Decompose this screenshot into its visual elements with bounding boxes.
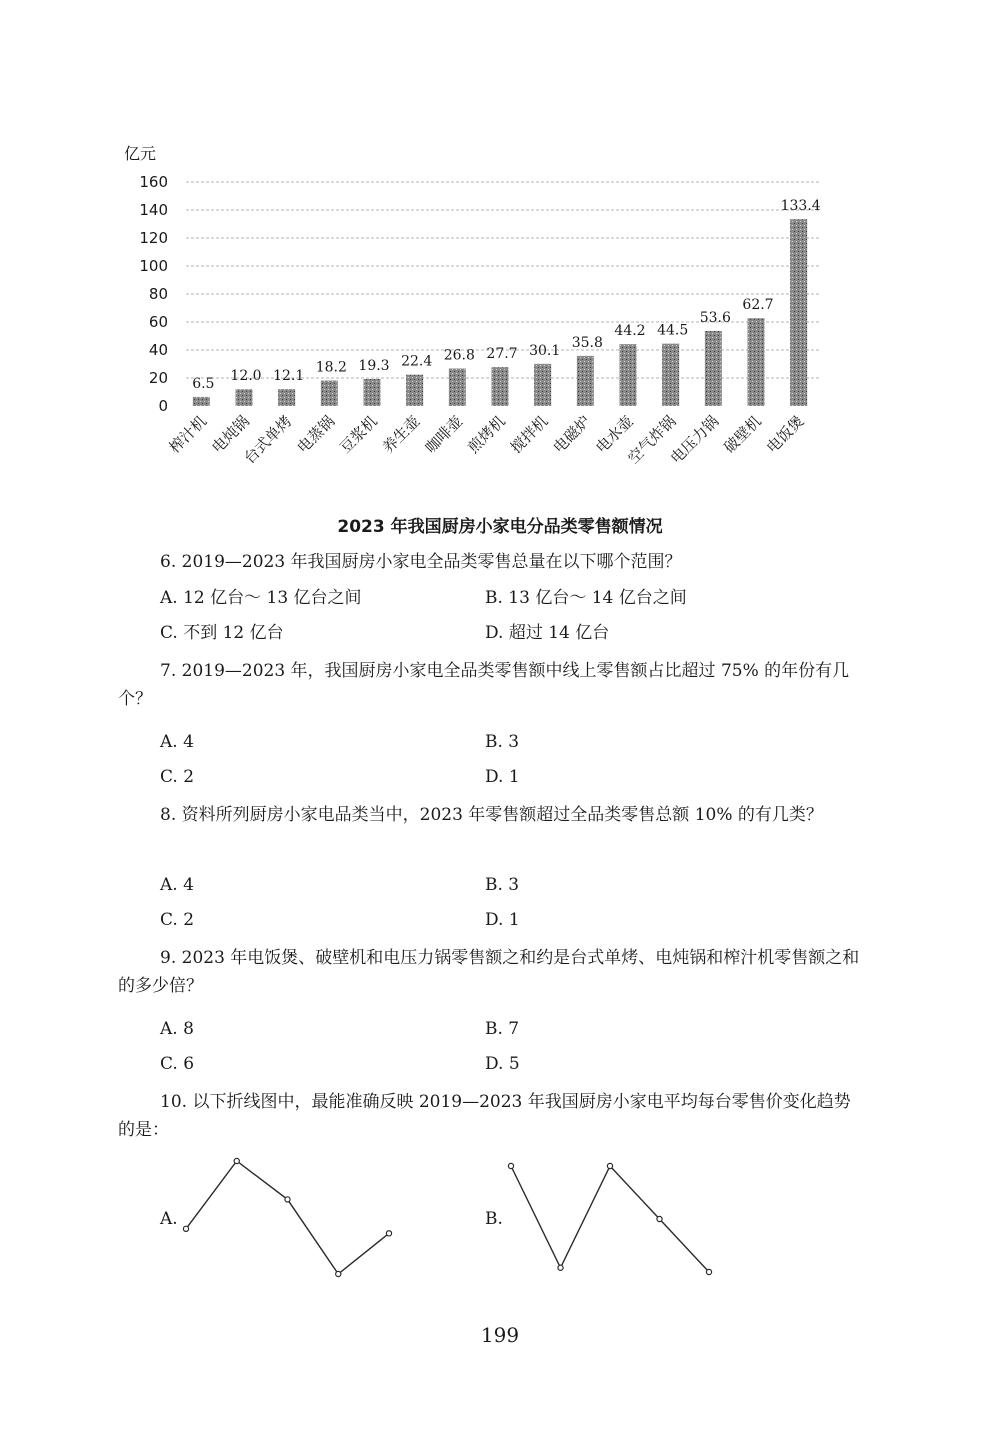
- q6-option-a: A. 12 亿台～ 13 亿台之间: [160, 588, 362, 608]
- question-6: 6. 2019—2023 年我国厨房小家电全品类零售总量在以下哪个范围？: [160, 552, 682, 572]
- q6-option-b: B. 13 亿台～ 14 亿台之间: [485, 588, 687, 608]
- data-label: 12.0: [230, 368, 262, 385]
- bar: [193, 397, 210, 406]
- q7-option-d: D. 1: [485, 767, 520, 787]
- x-tick-label: 搅拌机: [506, 412, 552, 457]
- option-b-polyline: [511, 1166, 709, 1272]
- q8-option-b: B. 3: [485, 875, 520, 895]
- x-tick-label: 咖啡壶: [421, 412, 467, 457]
- q9-option-d: D. 5: [485, 1054, 520, 1074]
- x-tick-label: 空气炸锅: [624, 412, 680, 468]
- y-tick-label: 40: [148, 341, 168, 359]
- q6-option-c: C. 不到 12 亿台: [160, 623, 284, 643]
- bar: [748, 318, 765, 406]
- option-b-point: [706, 1269, 711, 1274]
- bar: [236, 389, 253, 406]
- data-label: 12.1: [273, 368, 305, 385]
- question-9: 9. 2023 年电饭煲、破壁机和电压力锅零售额之和约是台式单烤、电炖锅和榨汁机零售额之和的多少倍？: [118, 948, 860, 996]
- x-tick-label: 电水壶: [592, 412, 637, 457]
- y-tick-label: 20: [148, 369, 168, 387]
- y-tick-label: 120: [139, 229, 168, 247]
- bar: [321, 381, 338, 406]
- q8-option-d: D. 1: [485, 910, 520, 930]
- option-b-point: [657, 1216, 662, 1221]
- data-label: 19.3: [358, 357, 390, 374]
- bar: [705, 331, 722, 406]
- bar: [406, 375, 423, 406]
- data-label: 62.7: [742, 297, 774, 314]
- option-a-point: [285, 1197, 290, 1202]
- q7-option-b: B. 3: [485, 732, 520, 752]
- question-10: 10. 以下折线图中，最能准确反映 2019—2023 年我国厨房小家电平均每台零售价变化趋势的是：: [118, 1092, 851, 1140]
- bar: [620, 344, 637, 406]
- x-tick-label: 电压力锅: [666, 412, 723, 468]
- bar: [278, 389, 295, 406]
- chart-caption: 2023 年我国厨房小家电分品类零售额情况: [337, 517, 663, 537]
- option-b-point: [607, 1163, 612, 1168]
- option-b-line-chart: [505, 1160, 715, 1278]
- data-label: 26.8: [443, 347, 475, 364]
- x-tick-label: 破壁机: [720, 412, 765, 457]
- q10-option-b: B.: [485, 1209, 503, 1229]
- y-tick-label: 160: [139, 173, 168, 191]
- q10-option-a: A.: [160, 1209, 178, 1229]
- x-tick-label: 榨汁机: [165, 412, 211, 457]
- option-a-line-chart: [180, 1155, 395, 1280]
- option-b-point: [508, 1163, 513, 1168]
- data-label: 22.4: [401, 353, 433, 370]
- data-label: 35.8: [571, 334, 603, 351]
- y-tick-label: 0: [158, 397, 168, 415]
- x-tick-label: 电磁炉: [549, 412, 595, 457]
- data-label: 133.4: [780, 198, 821, 215]
- q7-option-c: C. 2: [160, 767, 195, 787]
- x-tick-label: 煎烤机: [464, 412, 509, 457]
- option-a-polyline: [186, 1161, 389, 1274]
- option-b-point: [558, 1265, 563, 1270]
- q8-option-c: C. 2: [160, 910, 195, 930]
- retail-bar-chart: [110, 135, 850, 505]
- bar: [577, 356, 594, 406]
- x-tick-label: 台式单烤: [240, 412, 296, 468]
- page-number: 199: [480, 1323, 520, 1347]
- option-a-point: [386, 1231, 391, 1236]
- data-label: 44.2: [614, 323, 646, 340]
- data-label: 44.5: [657, 322, 689, 339]
- bar: [790, 219, 807, 406]
- q6-option-d: D. 超过 14 亿台: [485, 623, 610, 643]
- y-axis-label: 亿元: [124, 144, 157, 163]
- x-tick-label: 豆浆机: [336, 412, 381, 457]
- question-8: 8. 资料所列厨房小家电品类当中，2023 年零售额超过全品类零售总额 10% 的有几类？: [160, 805, 823, 825]
- y-tick-label: 80: [148, 285, 168, 303]
- bar: [449, 368, 466, 406]
- q8-option-a: A. 4: [160, 875, 194, 895]
- data-label: 6.5: [192, 375, 215, 392]
- bar: [662, 344, 679, 406]
- bar: [492, 367, 509, 406]
- data-label: 27.7: [486, 346, 518, 363]
- q9-option-a: A. 8: [160, 1019, 194, 1039]
- option-a-point: [336, 1271, 341, 1276]
- q7-option-a: A. 4: [160, 732, 194, 752]
- x-tick-label: 电炖锅: [208, 412, 253, 457]
- y-tick-label: 60: [148, 313, 168, 331]
- q9-option-c: C. 6: [160, 1054, 195, 1074]
- y-tick-label: 100: [139, 257, 168, 275]
- bar: [364, 379, 381, 406]
- option-a-point: [234, 1158, 239, 1163]
- data-label: 53.6: [699, 309, 731, 326]
- option-a-point: [183, 1226, 188, 1231]
- data-label: 30.1: [529, 342, 561, 359]
- bar: [534, 364, 551, 406]
- y-tick-label: 140: [139, 201, 168, 219]
- x-tick-label: 电蒸锅: [293, 412, 339, 457]
- q9-option-b: B. 7: [485, 1019, 520, 1039]
- x-tick-label: 养生壶: [378, 412, 424, 457]
- data-label: 18.2: [315, 359, 347, 376]
- x-tick-label: 电饭煲: [762, 412, 808, 457]
- question-7: 7. 2019—2023 年，我国厨房小家电全品类零售额中线上零售额占比超过 75% 的年份有几个？: [118, 661, 850, 709]
